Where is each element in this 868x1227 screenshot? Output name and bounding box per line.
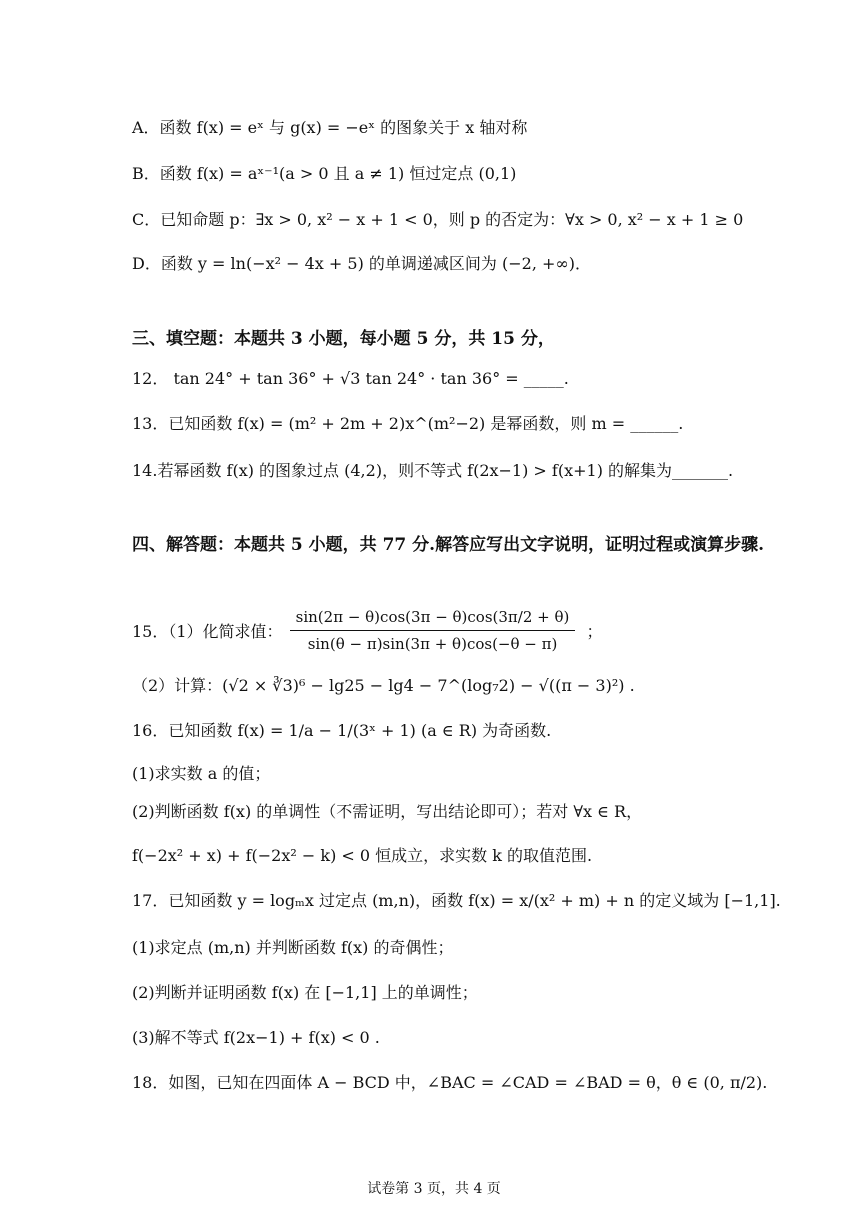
q15-fraction bbox=[290, 604, 576, 657]
q15-semicolon: ； bbox=[586, 622, 603, 641]
q15-label: 15．（1）化简求值： bbox=[132, 622, 283, 641]
question-18: 18．如图，已知在四面体 A − BCD 中，∠BAC = ∠CAD = ∠BAD = θ，θ ∈ (0, π/2). bbox=[132, 1073, 768, 1092]
question-16-1: (1)求实数 a 的值； bbox=[132, 764, 271, 783]
q15-numerator: sin(2π − θ)cos(3π − θ)cos(3π/2 + θ) bbox=[290, 604, 576, 631]
question-16-2: (2)判断函数 f(x) 的单调性（不需证明，写出结论即可）；若对 ∀x ∈ R， bbox=[132, 802, 643, 821]
section3-heading: 三、填空题：本题共 3 小题，每小题 5 分，共 15 分， bbox=[132, 329, 555, 349]
question-17-1: (1)求定点 (m,n) 并判断函数 f(x) 的奇偶性； bbox=[132, 938, 454, 957]
question-13: 13．已知函数 f(x) = (m² + 2m + 2)x^(m²−2) 是幂函数，则 m = ______. bbox=[132, 414, 684, 433]
q15-denominator: sin(θ − π)sin(3π + θ)cos(−θ − π) bbox=[307, 635, 558, 653]
question-17-2: (2)判断并证明函数 f(x) 在 [−1,1] 上的单调性； bbox=[132, 983, 478, 1002]
question-14: 14.若幂函数 f(x) 的图象过点 (4,2)，则不等式 f(2x−1) > f(x+1) 的解集为_______. bbox=[132, 461, 734, 480]
question-17-3: (3)解不等式 f(2x−1) + f(x) < 0 . bbox=[132, 1028, 380, 1047]
question-16-head: 16．已知函数 f(x) = 1/a − 1/(3ˣ + 1) (a ∈ R) 为奇函数. bbox=[132, 721, 552, 740]
question-15-part2: （2）计算：(√2 × ∛3)⁶ − lg25 − lg4 − 7^(log₇2) − √((π − 3)²) . bbox=[132, 676, 635, 695]
option-a: A．函数 f(x) = eˣ 与 g(x) = −eˣ 的图象关于 x 轴对称 bbox=[132, 118, 528, 137]
page-footer: 试卷第 3 页，共 4 页 bbox=[367, 1181, 501, 1197]
question-15-part1 bbox=[132, 604, 603, 657]
question-17-head: 17．已知函数 y = logₘx 过定点 (m,n)，函数 f(x) = x/(x² + m) + n 的定义域为 [−1,1]. bbox=[132, 891, 781, 910]
option-b: B．函数 f(x) = aˣ⁻¹(a > 0 且 a ≠ 1) 恒过定点 (0,1) bbox=[132, 164, 517, 183]
question-12: 12． tan 24° + tan 36° + √3 tan 24° · tan 36° = _____. bbox=[132, 369, 569, 388]
option-d: D．函数 y = ln(−x² − 4x + 5) 的单调递减区间为 (−2, +∞)． bbox=[132, 254, 591, 273]
question-16-2b: f(−2x² + x) + f(−2x² − k) < 0 恒成立，求实数 k 的取值范围. bbox=[132, 846, 593, 865]
option-c: C．已知命题 p：∃x > 0, x² − x + 1 < 0，则 p 的否定为：∀x > 0, x² − x + 1 ≥ 0 bbox=[132, 210, 744, 229]
section4-heading: 四、解答题：本题共 5 小题，共 77 分.解答应写出文字说明，证明过程或演算步骤. bbox=[132, 535, 764, 555]
